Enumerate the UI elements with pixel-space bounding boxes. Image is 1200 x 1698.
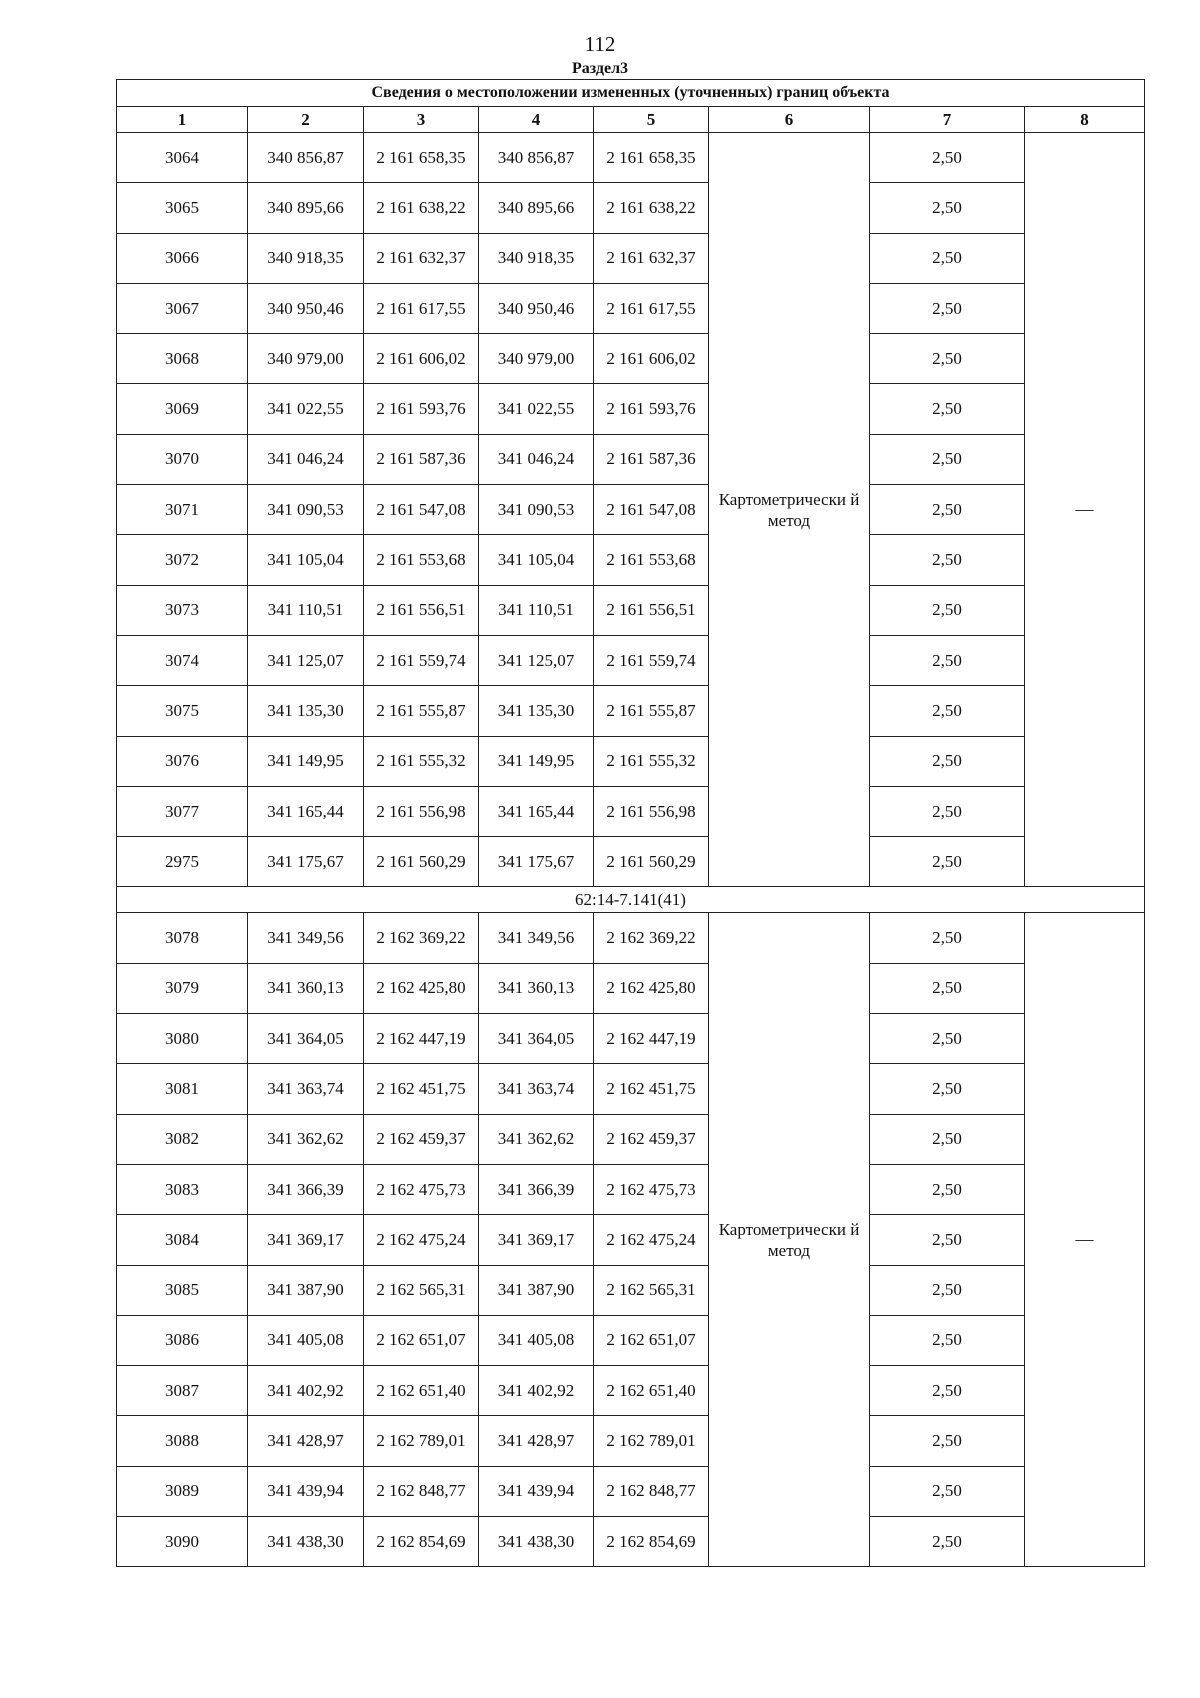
accuracy-cell: 2,50 [870,283,1025,333]
y-old-cell: 2 162 459,37 [364,1114,479,1164]
point-number-cell: 3069 [117,384,248,434]
y-old-cell: 2 161 555,32 [364,736,479,786]
column-number: 7 [870,107,1025,133]
y-new-cell: 2 162 425,80 [594,963,709,1013]
x-new-cell: 341 405,08 [479,1315,594,1365]
x-old-cell: 341 175,67 [248,837,364,887]
point-number-cell: 3078 [117,913,248,963]
x-new-cell: 341 135,30 [479,686,594,736]
x-old-cell: 341 046,24 [248,434,364,484]
point-number-cell: 3065 [117,183,248,233]
accuracy-cell: 2,50 [870,233,1025,283]
table-row [117,1416,1145,1466]
accuracy-cell: 2,50 [870,1215,1025,1265]
point-number-cell: 3086 [117,1315,248,1365]
point-number-cell: 3074 [117,635,248,685]
table-row [117,736,1145,786]
y-old-cell: 2 161 593,76 [364,384,479,434]
column-number: 8 [1025,107,1145,133]
table-row [117,786,1145,836]
table-row [117,1265,1145,1315]
accuracy-cell: 2,50 [870,736,1025,786]
y-new-cell: 2 161 555,32 [594,736,709,786]
y-old-cell: 2 162 848,77 [364,1466,479,1516]
x-old-cell: 341 022,55 [248,384,364,434]
accuracy-cell: 2,50 [870,1315,1025,1365]
point-number-cell: 3067 [117,283,248,333]
y-old-cell: 2 161 559,74 [364,635,479,685]
x-new-cell: 341 360,13 [479,963,594,1013]
x-old-cell: 341 362,62 [248,1114,364,1164]
y-new-cell: 2 161 617,55 [594,283,709,333]
accuracy-cell: 2,50 [870,585,1025,635]
table-row [117,535,1145,585]
x-old-cell: 341 363,74 [248,1064,364,1114]
page-number: 112 [584,32,616,56]
x-new-cell: 341 125,07 [479,635,594,685]
point-number-cell: 3073 [117,585,248,635]
x-new-cell: 341 363,74 [479,1064,594,1114]
y-old-cell: 2 161 547,08 [364,485,479,535]
y-old-cell: 2 161 556,98 [364,786,479,836]
point-number-cell: 3071 [117,485,248,535]
y-old-cell: 2 161 560,29 [364,837,479,887]
x-new-cell: 341 362,62 [479,1114,594,1164]
x-old-cell: 341 438,30 [248,1517,364,1567]
point-number-cell: 3088 [117,1416,248,1466]
table-row [117,1215,1145,1265]
x-old-cell: 340 918,35 [248,233,364,283]
method-cell: Картометрически й метод [709,133,870,887]
x-old-cell: 340 895,66 [248,183,364,233]
table-row [117,1064,1145,1114]
table-row [117,334,1145,384]
accuracy-cell: 2,50 [870,1416,1025,1466]
y-new-cell: 2 161 556,51 [594,585,709,635]
point-number-cell: 3084 [117,1215,248,1265]
y-old-cell: 2 161 617,55 [364,283,479,333]
x-new-cell: 341 364,05 [479,1014,594,1064]
point-number-cell: 3076 [117,736,248,786]
y-old-cell: 2 162 651,40 [364,1366,479,1416]
y-old-cell: 2 162 789,01 [364,1416,479,1466]
accuracy-cell: 2,50 [870,334,1025,384]
x-new-cell: 341 366,39 [479,1164,594,1214]
table-row [117,1315,1145,1365]
y-new-cell: 2 162 651,40 [594,1366,709,1416]
x-new-cell: 341 439,94 [479,1466,594,1516]
table-row [117,686,1145,736]
x-old-cell: 341 105,04 [248,535,364,585]
table-row [117,485,1145,535]
column-number: 5 [594,107,709,133]
x-new-cell: 340 950,46 [479,283,594,333]
x-old-cell: 341 428,97 [248,1416,364,1466]
column-number: 1 [117,107,248,133]
table-row [117,1466,1145,1516]
point-number-cell: 3070 [117,434,248,484]
y-old-cell: 2 161 556,51 [364,585,479,635]
accuracy-cell: 2,50 [870,1517,1025,1567]
table-row [117,1164,1145,1214]
column-number: 2 [248,107,364,133]
accuracy-cell: 2,50 [870,434,1025,484]
x-new-cell: 341 438,30 [479,1517,594,1567]
y-new-cell: 2 161 560,29 [594,837,709,887]
x-new-cell: 341 110,51 [479,585,594,635]
table-row [117,434,1145,484]
point-number-cell: 3085 [117,1265,248,1315]
method-cell: Картометрически й метод [709,913,870,1567]
x-old-cell: 341 402,92 [248,1366,364,1416]
x-new-cell: 341 387,90 [479,1265,594,1315]
table-row [117,1014,1145,1064]
table-row [117,1366,1145,1416]
point-number-cell: 3079 [117,963,248,1013]
accuracy-cell: 2,50 [870,485,1025,535]
point-number-cell: 3082 [117,1114,248,1164]
x-old-cell: 341 364,05 [248,1014,364,1064]
x-old-cell: 341 135,30 [248,686,364,736]
table-title: Сведения о местоположении измененных (уточненных) границ объекта [117,80,1145,107]
table-row [117,283,1145,333]
accuracy-cell: 2,50 [870,1366,1025,1416]
accuracy-cell: 2,50 [870,686,1025,736]
y-old-cell: 2 161 553,68 [364,535,479,585]
point-number-cell: 3087 [117,1366,248,1416]
y-new-cell: 2 161 587,36 [594,434,709,484]
y-old-cell: 2 161 632,37 [364,233,479,283]
point-number-cell: 3072 [117,535,248,585]
y-old-cell: 2 161 555,87 [364,686,479,736]
x-old-cell: 341 360,13 [248,963,364,1013]
column-number-row [117,107,1145,133]
x-old-cell: 341 369,17 [248,1215,364,1265]
accuracy-cell: 2,50 [870,1064,1025,1114]
point-number-cell: 3089 [117,1466,248,1516]
x-new-cell: 340 856,87 [479,133,594,183]
x-new-cell: 341 175,67 [479,837,594,887]
x-new-cell: 341 428,97 [479,1416,594,1466]
column-8-cell: — [1025,913,1145,1567]
accuracy-cell: 2,50 [870,1114,1025,1164]
y-new-cell: 2 162 789,01 [594,1416,709,1466]
accuracy-cell: 2,50 [870,1265,1025,1315]
table-row [117,963,1145,1013]
x-old-cell: 341 149,95 [248,736,364,786]
y-new-cell: 2 162 475,24 [594,1215,709,1265]
coordinates-table [116,79,1145,1567]
y-new-cell: 2 161 638,22 [594,183,709,233]
y-new-cell: 2 162 854,69 [594,1517,709,1567]
accuracy-cell: 2,50 [870,183,1025,233]
point-number-cell: 3083 [117,1164,248,1214]
y-new-cell: 2 161 553,68 [594,535,709,585]
x-old-cell: 341 125,07 [248,635,364,685]
x-old-cell: 341 165,44 [248,786,364,836]
table-row [117,635,1145,685]
accuracy-cell: 2,50 [870,837,1025,887]
x-old-cell: 341 349,56 [248,913,364,963]
point-number-cell: 3066 [117,233,248,283]
y-old-cell: 2 161 606,02 [364,334,479,384]
x-old-cell: 340 979,00 [248,334,364,384]
accuracy-cell: 2,50 [870,635,1025,685]
y-old-cell: 2 161 638,22 [364,183,479,233]
y-new-cell: 2 161 556,98 [594,786,709,836]
accuracy-cell: 2,50 [870,133,1025,183]
y-new-cell: 2 162 369,22 [594,913,709,963]
point-number-cell: 3064 [117,133,248,183]
x-new-cell: 341 149,95 [479,736,594,786]
x-new-cell: 340 979,00 [479,334,594,384]
point-number-cell: 3080 [117,1014,248,1064]
y-old-cell: 2 162 447,19 [364,1014,479,1064]
y-old-cell: 2 162 425,80 [364,963,479,1013]
point-number-cell: 3081 [117,1064,248,1114]
x-new-cell: 341 022,55 [479,384,594,434]
y-old-cell: 2 162 451,75 [364,1064,479,1114]
x-old-cell: 341 090,53 [248,485,364,535]
x-new-cell: 341 105,04 [479,535,594,585]
section-label: Раздел3 [571,60,629,77]
accuracy-cell: 2,50 [870,1014,1025,1064]
column-number: 6 [709,107,870,133]
y-new-cell: 2 161 606,02 [594,334,709,384]
y-new-cell: 2 162 459,37 [594,1114,709,1164]
y-new-cell: 2 162 451,75 [594,1064,709,1114]
x-new-cell: 340 918,35 [479,233,594,283]
x-old-cell: 341 405,08 [248,1315,364,1365]
y-old-cell: 2 162 565,31 [364,1265,479,1315]
y-old-cell: 2 162 369,22 [364,913,479,963]
y-new-cell: 2 162 651,07 [594,1315,709,1365]
x-new-cell: 341 046,24 [479,434,594,484]
point-number-cell: 3068 [117,334,248,384]
x-old-cell: 341 387,90 [248,1265,364,1315]
parcel-label: 62:14-7.141(41) [117,887,1145,913]
accuracy-cell: 2,50 [870,1164,1025,1214]
y-old-cell: 2 161 587,36 [364,434,479,484]
x-old-cell: 341 439,94 [248,1466,364,1516]
table-row [117,837,1145,887]
table-title-row [117,80,1145,107]
y-new-cell: 2 161 559,74 [594,635,709,685]
y-new-cell: 2 161 555,87 [594,686,709,736]
point-number-cell: 3077 [117,786,248,836]
x-new-cell: 341 165,44 [479,786,594,836]
accuracy-cell: 2,50 [870,1466,1025,1516]
table-row [117,183,1145,233]
y-new-cell: 2 161 547,08 [594,485,709,535]
point-number-cell: 3075 [117,686,248,736]
x-old-cell: 340 950,46 [248,283,364,333]
table-row [117,585,1145,635]
column-number: 4 [479,107,594,133]
column-8-cell: — [1025,133,1145,887]
y-new-cell: 2 162 565,31 [594,1265,709,1315]
y-new-cell: 2 162 848,77 [594,1466,709,1516]
accuracy-cell: 2,50 [870,963,1025,1013]
table-row [117,913,1145,963]
x-old-cell: 341 110,51 [248,585,364,635]
x-new-cell: 341 090,53 [479,485,594,535]
accuracy-cell: 2,50 [870,786,1025,836]
y-old-cell: 2 162 854,69 [364,1517,479,1567]
y-new-cell: 2 161 593,76 [594,384,709,434]
accuracy-cell: 2,50 [870,913,1025,963]
y-old-cell: 2 162 651,07 [364,1315,479,1365]
table-row [117,133,1145,183]
table-row [117,233,1145,283]
point-number-cell: 2975 [117,837,248,887]
table-row [117,384,1145,434]
x-old-cell: 340 856,87 [248,133,364,183]
y-new-cell: 2 162 475,73 [594,1164,709,1214]
point-number-cell: 3090 [117,1517,248,1567]
accuracy-cell: 2,50 [870,535,1025,585]
y-old-cell: 2 161 658,35 [364,133,479,183]
x-new-cell: 341 402,92 [479,1366,594,1416]
x-new-cell: 341 369,17 [479,1215,594,1265]
y-old-cell: 2 162 475,73 [364,1164,479,1214]
x-new-cell: 340 895,66 [479,183,594,233]
accuracy-cell: 2,50 [870,384,1025,434]
x-old-cell: 341 366,39 [248,1164,364,1214]
table-row [117,1517,1145,1567]
table-row [117,1114,1145,1164]
column-number: 3 [364,107,479,133]
parcel-label-row [117,887,1145,913]
y-new-cell: 2 161 632,37 [594,233,709,283]
y-new-cell: 2 161 658,35 [594,133,709,183]
y-old-cell: 2 162 475,24 [364,1215,479,1265]
y-new-cell: 2 162 447,19 [594,1014,709,1064]
x-new-cell: 341 349,56 [479,913,594,963]
